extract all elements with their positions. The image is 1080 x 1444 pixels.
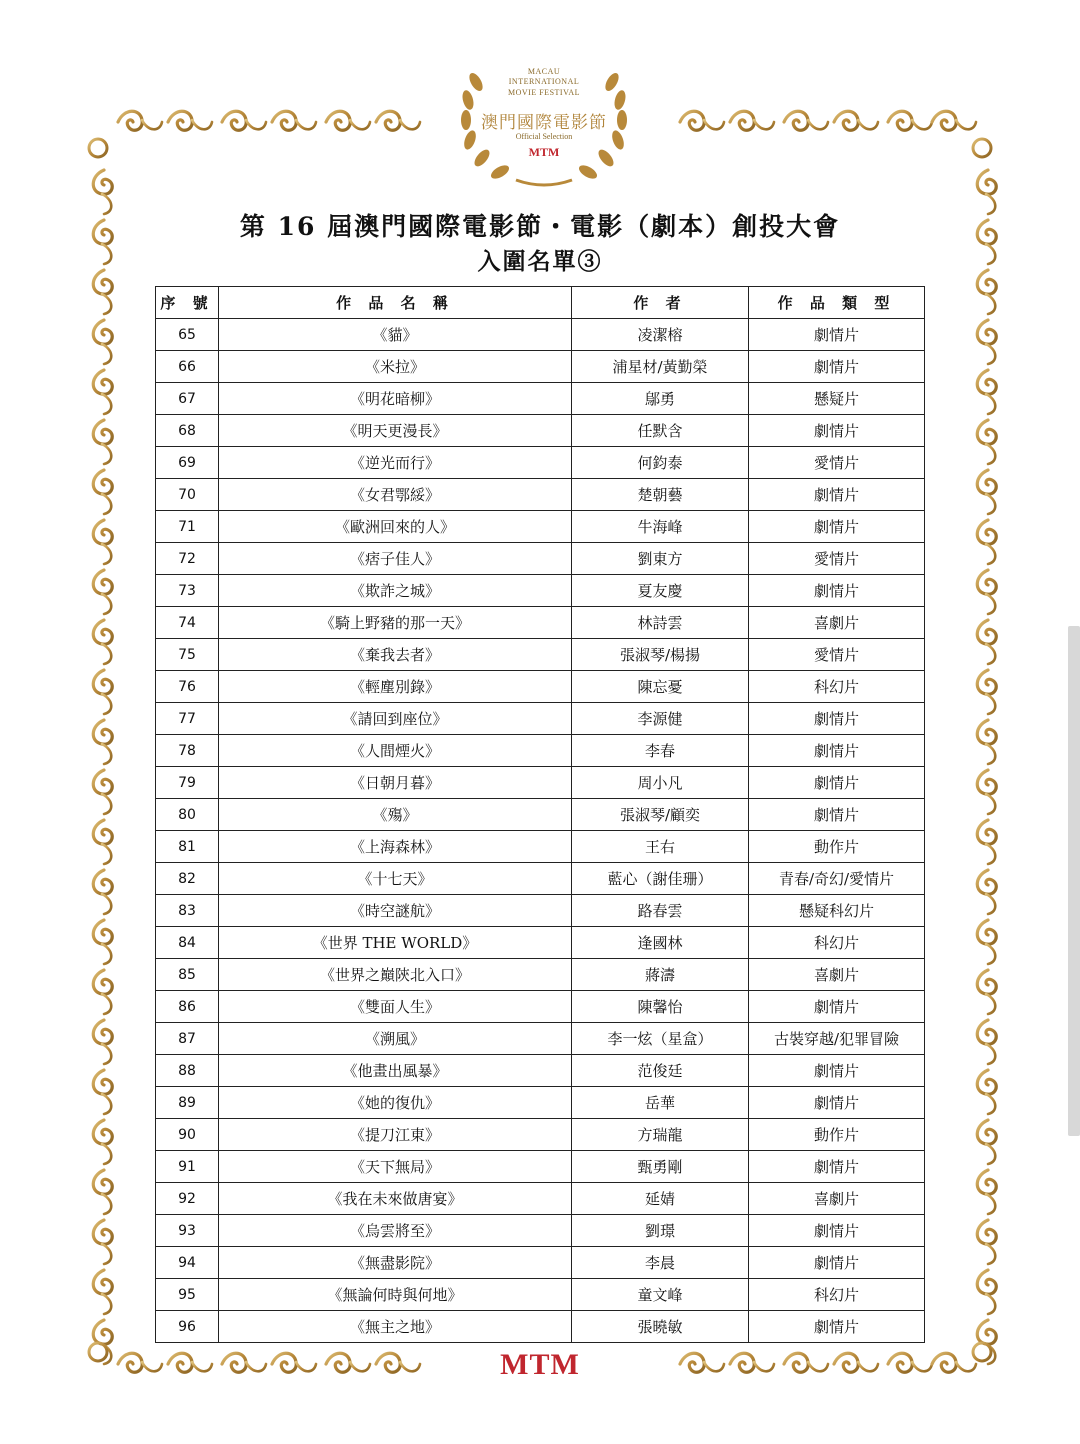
cell-work-title: 《十七天》 <box>219 863 572 895</box>
cell-work-title: 《痞子佳人》 <box>219 543 572 575</box>
cell-work-title: 《歐洲回來的人》 <box>219 511 572 543</box>
cell-author: 岳華 <box>572 1087 749 1119</box>
table-row <box>156 927 925 959</box>
cell-author: 陳忘憂 <box>572 671 749 703</box>
table-row <box>156 831 925 863</box>
table-row <box>156 447 925 479</box>
cell-author: 凌潔榕 <box>572 319 749 351</box>
cell-work-title: 《欺詐之城》 <box>219 575 572 607</box>
cell-work-title: 《日朝月暮》 <box>219 767 572 799</box>
cell-serial-number: 71 <box>156 511 219 543</box>
table-header-row <box>156 287 925 319</box>
cell-serial-number: 93 <box>156 1215 219 1247</box>
cell-work-title: 《提刀江東》 <box>219 1119 572 1151</box>
cell-genre: 劇情片 <box>749 1055 925 1087</box>
cell-work-title: 《天下無局》 <box>219 1151 572 1183</box>
cell-author: 李一炫（星盒） <box>572 1023 749 1055</box>
table-row <box>156 1279 925 1311</box>
seal-line-macau: MACAU <box>527 67 561 76</box>
cell-work-title: 《烏雲將至》 <box>219 1215 572 1247</box>
cell-genre: 動作片 <box>749 1119 925 1151</box>
cell-serial-number: 73 <box>156 575 219 607</box>
cell-genre: 劇情片 <box>749 1151 925 1183</box>
cell-author: 延婧 <box>572 1183 749 1215</box>
table-row <box>156 511 925 543</box>
cell-author: 逢國林 <box>572 927 749 959</box>
table-row <box>156 351 925 383</box>
cell-serial-number: 82 <box>156 863 219 895</box>
cell-genre: 科幻片 <box>749 671 925 703</box>
cell-author: 張淑琴/顧奕 <box>572 799 749 831</box>
cell-genre: 喜劇片 <box>749 1183 925 1215</box>
cell-work-title: 《殤》 <box>219 799 572 831</box>
cell-work-title: 《無盡影院》 <box>219 1247 572 1279</box>
table-row <box>156 1119 925 1151</box>
cell-author: 陳馨怡 <box>572 991 749 1023</box>
cell-serial-number: 74 <box>156 607 219 639</box>
cell-serial-number: 72 <box>156 543 219 575</box>
cell-serial-number: 65 <box>156 319 219 351</box>
cell-author: 李春 <box>572 735 749 767</box>
cell-author: 張淑琴/楊揚 <box>572 639 749 671</box>
cell-serial-number: 88 <box>156 1055 219 1087</box>
table-row <box>156 671 925 703</box>
cell-genre: 劇情片 <box>749 415 925 447</box>
table-row <box>156 767 925 799</box>
cell-work-title: 《米拉》 <box>219 351 572 383</box>
cell-genre: 劇情片 <box>749 1215 925 1247</box>
cell-genre: 劇情片 <box>749 991 925 1023</box>
cell-work-title: 《他畫出風暴》 <box>219 1055 572 1087</box>
cell-genre: 懸疑片 <box>749 383 925 415</box>
cell-author: 鄔勇 <box>572 383 749 415</box>
cell-author: 蔣濤 <box>572 959 749 991</box>
table-row <box>156 959 925 991</box>
cell-genre: 愛情片 <box>749 639 925 671</box>
cell-serial-number: 68 <box>156 415 219 447</box>
table-row <box>156 863 925 895</box>
table-row <box>156 1247 925 1279</box>
cell-serial-number: 91 <box>156 1151 219 1183</box>
cell-work-title: 《我在未來做唐宴》 <box>219 1183 572 1215</box>
cell-work-title: 《無論何時與何地》 <box>219 1279 572 1311</box>
cell-genre: 喜劇片 <box>749 607 925 639</box>
cell-author: 任默含 <box>572 415 749 447</box>
table-row <box>156 319 925 351</box>
table-row <box>156 1055 925 1087</box>
header-work-title: 作 品 名 稱 <box>219 287 572 319</box>
cell-author: 浦星材/黃勤榮 <box>572 351 749 383</box>
cell-serial-number: 96 <box>156 1311 219 1343</box>
table-row <box>156 639 925 671</box>
cell-genre: 動作片 <box>749 831 925 863</box>
cell-author: 范俊廷 <box>572 1055 749 1087</box>
document-subtitle: 入圍名單③ <box>477 248 603 275</box>
cell-serial-number: 80 <box>156 799 219 831</box>
cell-author: 劉璟 <box>572 1215 749 1247</box>
cell-serial-number: 67 <box>156 383 219 415</box>
cell-genre: 古裝穿越/犯罪冒險 <box>749 1023 925 1055</box>
table-row <box>156 1215 925 1247</box>
cell-author: 方瑞龍 <box>572 1119 749 1151</box>
header-genre: 作 品 類 型 <box>749 287 925 319</box>
cell-author: 童文峰 <box>572 1279 749 1311</box>
cell-genre: 劇情片 <box>749 479 925 511</box>
table-row <box>156 479 925 511</box>
cell-genre: 愛情片 <box>749 447 925 479</box>
cell-author: 張曉敏 <box>572 1311 749 1343</box>
cell-work-title: 《世界之巔陝北入口》 <box>219 959 572 991</box>
cell-work-title: 《棄我去者》 <box>219 639 572 671</box>
table-row <box>156 607 925 639</box>
table-body <box>156 319 925 1343</box>
table-row <box>156 1151 925 1183</box>
cell-serial-number: 66 <box>156 351 219 383</box>
cell-author: 李源健 <box>572 703 749 735</box>
cell-serial-number: 86 <box>156 991 219 1023</box>
cell-serial-number: 94 <box>156 1247 219 1279</box>
cell-serial-number: 92 <box>156 1183 219 1215</box>
cell-genre: 劇情片 <box>749 735 925 767</box>
cell-genre: 劇情片 <box>749 1087 925 1119</box>
cell-author: 李晨 <box>572 1247 749 1279</box>
cell-genre: 劇情片 <box>749 767 925 799</box>
cell-genre: 劇情片 <box>749 703 925 735</box>
cell-genre: 劇情片 <box>749 511 925 543</box>
cell-author: 路春雲 <box>572 895 749 927</box>
table-row <box>156 543 925 575</box>
festival-seal-logo <box>446 52 642 192</box>
cell-work-title: 《雙面人生》 <box>219 991 572 1023</box>
table-row <box>156 415 925 447</box>
cell-author: 王右 <box>572 831 749 863</box>
header-author: 作 者 <box>572 287 749 319</box>
seal-line-movie-festival: MOVIE FESTIVAL <box>508 88 580 97</box>
document-title: 第 16 屆澳門國際電影節・電影（劇本）創投大會 <box>239 212 841 241</box>
cell-work-title: 《逆光而行》 <box>219 447 572 479</box>
cell-serial-number: 79 <box>156 767 219 799</box>
cell-genre: 愛情片 <box>749 543 925 575</box>
cell-genre: 劇情片 <box>749 319 925 351</box>
cell-serial-number: 81 <box>156 831 219 863</box>
table-row <box>156 1311 925 1343</box>
cell-author: 何鈞泰 <box>572 447 749 479</box>
seal-brand: MTM <box>528 145 560 159</box>
cell-serial-number: 78 <box>156 735 219 767</box>
table-row <box>156 991 925 1023</box>
cell-genre: 科幻片 <box>749 1279 925 1311</box>
cell-work-title: 《她的復仇》 <box>219 1087 572 1119</box>
cell-serial-number: 95 <box>156 1279 219 1311</box>
cell-genre: 懸疑科幻片 <box>749 895 925 927</box>
cell-genre: 劇情片 <box>749 351 925 383</box>
cell-serial-number: 85 <box>156 959 219 991</box>
table-row <box>156 1183 925 1215</box>
shortlist-table <box>155 286 925 1343</box>
cell-genre: 劇情片 <box>749 1247 925 1279</box>
table-row <box>156 383 925 415</box>
table-row <box>156 799 925 831</box>
table-row <box>156 895 925 927</box>
cell-author: 楚朝藝 <box>572 479 749 511</box>
cell-serial-number: 87 <box>156 1023 219 1055</box>
scrollbar[interactable] <box>1068 626 1080 1136</box>
cell-genre: 青春/奇幻/愛情片 <box>749 863 925 895</box>
cell-genre: 劇情片 <box>749 799 925 831</box>
seal-official-selection: Official Selection <box>515 132 573 141</box>
cell-serial-number: 75 <box>156 639 219 671</box>
cell-serial-number: 90 <box>156 1119 219 1151</box>
cell-work-title: 《人間煙火》 <box>219 735 572 767</box>
cell-serial-number: 69 <box>156 447 219 479</box>
cell-work-title: 《時空謎航》 <box>219 895 572 927</box>
seal-line-international: INTERNATIONAL <box>508 77 580 86</box>
cell-author: 林詩雲 <box>572 607 749 639</box>
cell-work-title: 《世界 THE WORLD》 <box>219 927 572 959</box>
table-row <box>156 735 925 767</box>
cell-genre: 劇情片 <box>749 575 925 607</box>
cell-author: 夏友慶 <box>572 575 749 607</box>
header-serial-number: 序 號 <box>156 287 219 319</box>
cell-author: 牛海峰 <box>572 511 749 543</box>
cell-serial-number: 84 <box>156 927 219 959</box>
cell-serial-number: 70 <box>156 479 219 511</box>
cell-author: 藍心（謝佳珊） <box>572 863 749 895</box>
footer-brand-logo: MTM <box>500 1348 580 1381</box>
cell-serial-number: 83 <box>156 895 219 927</box>
cell-author: 周小凡 <box>572 767 749 799</box>
cell-work-title: 《輕塵別錄》 <box>219 671 572 703</box>
table-row <box>156 703 925 735</box>
cell-work-title: 《上海森林》 <box>219 831 572 863</box>
cell-author: 甄勇剛 <box>572 1151 749 1183</box>
cell-work-title: 《明花暗柳》 <box>219 383 572 415</box>
cell-author: 劉東方 <box>572 543 749 575</box>
cell-work-title: 《女君鄂綏》 <box>219 479 572 511</box>
cell-serial-number: 89 <box>156 1087 219 1119</box>
table-row <box>156 575 925 607</box>
cell-work-title: 《明天更漫長》 <box>219 415 572 447</box>
table-row <box>156 1087 925 1119</box>
cell-serial-number: 76 <box>156 671 219 703</box>
cell-work-title: 《溯風》 <box>219 1023 572 1055</box>
cell-serial-number: 77 <box>156 703 219 735</box>
table-row <box>156 1023 925 1055</box>
cell-genre: 科幻片 <box>749 927 925 959</box>
cell-work-title: 《騎上野豬的那一天》 <box>219 607 572 639</box>
cell-genre: 劇情片 <box>749 1311 925 1343</box>
cell-work-title: 《貓》 <box>219 319 572 351</box>
seal-chinese-name: 澳門國際電影節 <box>481 113 607 132</box>
cell-genre: 喜劇片 <box>749 959 925 991</box>
cell-work-title: 《請回到座位》 <box>219 703 572 735</box>
cell-work-title: 《無主之地》 <box>219 1311 572 1343</box>
